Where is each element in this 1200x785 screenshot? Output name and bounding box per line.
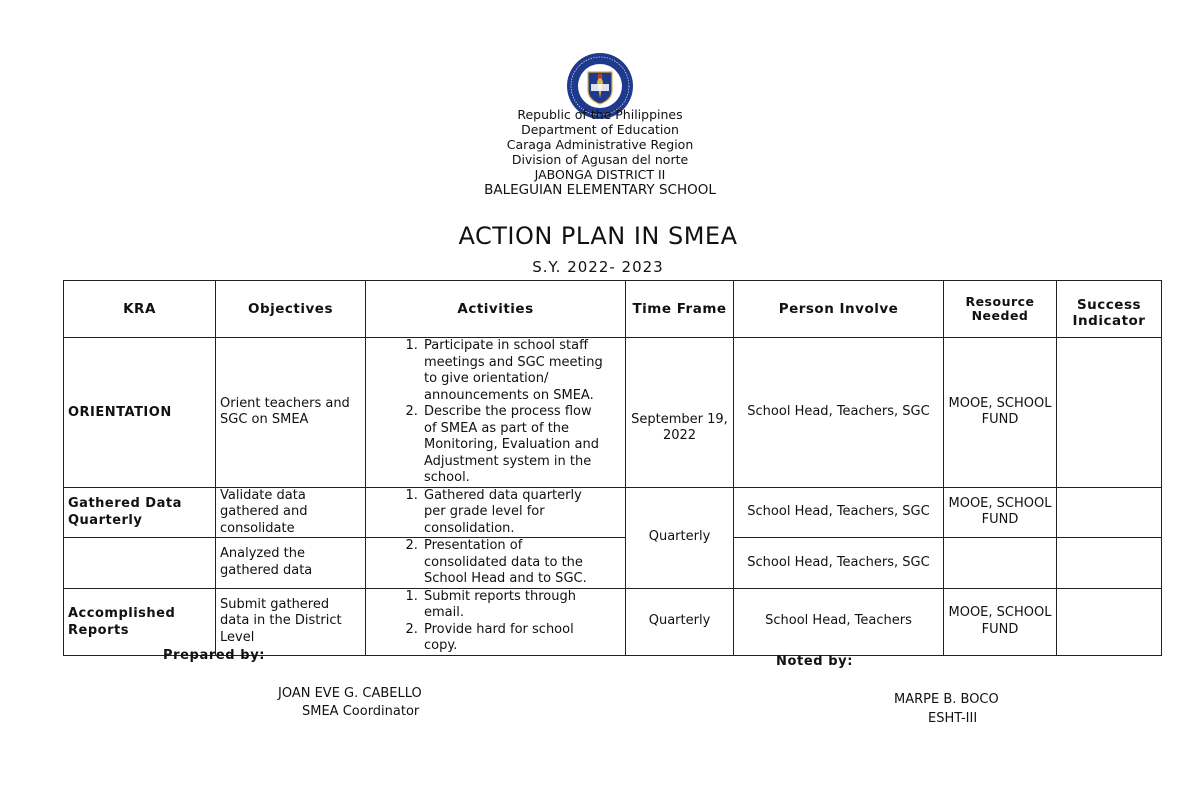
resource-cell: MOOE, SCHOOL FUND <box>944 588 1057 655</box>
activity-item: 2. Provide hard for school copy. <box>422 622 605 655</box>
seal-book <box>591 84 609 91</box>
person-cell: School Head, Teachers, SGC <box>734 538 944 589</box>
activities-cell <box>366 588 626 655</box>
prepared-by-name: JOAN EVE G. CABELLO <box>278 686 422 701</box>
col-header-success: Success Indicator <box>1057 281 1162 338</box>
action-plan-table <box>63 280 1162 656</box>
time-frame-cell: September 19, 2022 <box>626 338 734 488</box>
seal-flame <box>598 74 603 79</box>
resource-cell: MOOE, SCHOOL FUND <box>944 487 1057 538</box>
prepared-by-label: Prepared by: <box>163 648 266 663</box>
kra-cell: ORIENTATION <box>64 338 216 488</box>
header-line-department: Department of Education <box>521 122 679 137</box>
col-header-time-frame: Time Frame <box>626 281 734 338</box>
noted-by-label: Noted by: <box>776 654 854 669</box>
activities-cell <box>366 538 626 589</box>
time-frame-cell: Quarterly <box>626 487 734 588</box>
activity-item: 1. Gathered data quarterly per grade level for consolidation. <box>422 488 605 538</box>
col-header-person: Person Involve <box>734 281 944 338</box>
header-line-division: Division of Agusan del norte <box>511 152 689 167</box>
objectives-cell: Orient teachers and SGC on SMEA <box>216 338 366 488</box>
col-header-resource: Resource Needed <box>944 281 1057 338</box>
header-line-region: Caraga Administrative Region <box>506 137 694 152</box>
header-school-name: BALEGUIAN ELEMENTARY SCHOOL <box>484 182 716 198</box>
activities-cell <box>366 487 626 538</box>
success-cell <box>1057 538 1162 589</box>
table-row <box>64 538 1162 589</box>
activity-item: 1. Submit reports through email. <box>422 589 605 622</box>
time-frame-cell: Quarterly <box>626 588 734 655</box>
table-row <box>64 487 1162 538</box>
col-header-kra: KRA <box>64 281 216 338</box>
prepared-by-role: SMEA Coordinator <box>302 704 420 719</box>
success-cell <box>1057 588 1162 655</box>
activities-cell <box>366 338 626 488</box>
objectives-cell: Validate data gathered and consolidate <box>216 487 366 538</box>
col-header-objectives: Objectives <box>216 281 366 338</box>
noted-by-name: MARPE B. BOCO <box>894 692 999 707</box>
objectives-cell: Analyzed the gathered data <box>216 538 366 589</box>
document-title: ACTION PLAN IN SMEA <box>458 222 738 250</box>
col-header-activities: Activities <box>366 281 626 338</box>
resource-cell <box>944 538 1057 589</box>
activity-item: 2. Presentation of consolidated data to the School Head and to SGC. <box>422 538 605 588</box>
school-year: S.Y. 2022- 2023 <box>532 258 664 276</box>
activity-item: 2. Describe the process flow of SMEA as part of the Monitoring, Evaluation and Adjustment system in the school. <box>422 404 605 487</box>
table-header-row <box>64 281 1162 338</box>
kra-cell <box>64 538 216 589</box>
person-cell: School Head, Teachers, SGC <box>734 487 944 538</box>
table-row <box>64 588 1162 655</box>
person-cell: School Head, Teachers <box>734 588 944 655</box>
objectives-cell: Submit gathered data in the District Level <box>216 588 366 655</box>
activity-item: 1. Participate in school staff meetings and SGC meeting to give orientation/ announcements on SMEA. <box>422 338 605 404</box>
success-cell <box>1057 487 1162 538</box>
table-row <box>64 338 1162 488</box>
document-header <box>0 107 1200 198</box>
header-line-district: JABONGA DISTRICT II <box>534 167 666 182</box>
person-cell: School Head, Teachers, SGC <box>734 338 944 488</box>
header-line-republic: Republic of the Philippines <box>517 107 683 122</box>
kra-cell: Accomplished Reports <box>64 588 216 655</box>
success-cell <box>1057 338 1162 488</box>
noted-by-role: ESHT-III <box>928 711 978 726</box>
kra-cell: Gathered Data Quarterly <box>64 487 216 538</box>
resource-cell: MOOE, SCHOOL FUND <box>944 338 1057 488</box>
